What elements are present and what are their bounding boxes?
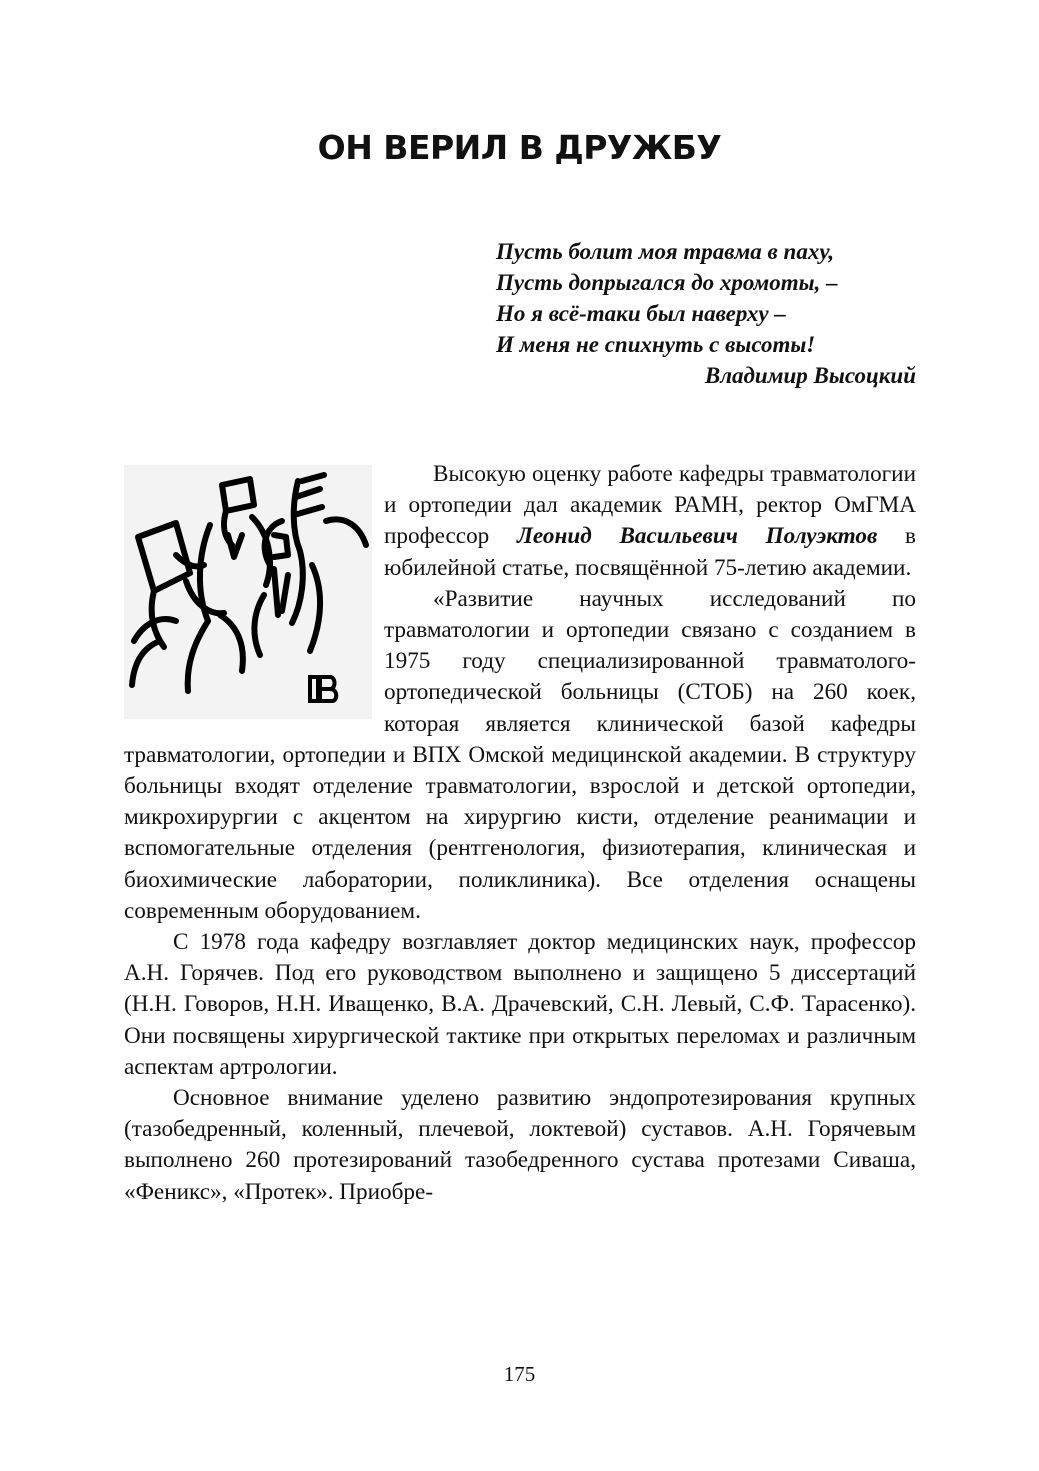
chapter-title: ОН ВЕРИЛ В ДРУЖБУ — [317, 128, 722, 167]
epigraph-line: Но я всё-таки был наверху – — [496, 301, 786, 326]
paragraph-text: Высокую оценку работе кафедры травматологии и ортопедии дал академик РАМН, ректор ОмГМА профессор — [384, 461, 916, 550]
epigraph-author: Владимир Высоцкий — [704, 363, 916, 388]
page-number: 175 — [503, 1362, 536, 1386]
paragraph-3: С 1978 года кафедру возглавляет доктор медицинских наук, профессор А.Н. Горячев. Под его руководством выполнено и защищено 5 диссертаций (Н.Н. Говоров, Н.Н. Иващенко, В.А. Драчевский, С.Н. Левый, С.Ф. Тарасенко). Они посвящены хирургической тактике при открытых переломах и различным аспектам артрологии. — [124, 929, 916, 1080]
epigraph — [496, 236, 916, 391]
article-body — [124, 459, 916, 1208]
epigraph-line: Пусть болит моя травма в паху, — [496, 239, 835, 264]
epigraph-line: Пусть допрыгался до хромоты, – — [496, 270, 838, 295]
paragraph-4: Основное внимание уделено развитию эндопротезирования крупных (тазобедренный, коленный, плечевой, локтевой) суставов. А.Н. Горячевым выполнено 260 протезирований тазобедренного сустава протезами Сиваша, «Феникс», «Протек». Приобре- — [124, 1085, 916, 1205]
paragraph-2: «Развитие научных исследований по травматологии и ортопедии связано с созданием в 1975 году специализированной травматолого-ортопедической больницы (СТОБ) на 260 коек, которая является клинической базой кафедры травматологии, ортопедии и ВПХ Омской медицинской академии. В структуру больницы входят отделение травматологии, взрослой и детской ортопедии, микрохирургии с акцентом на хирургию кисти, отделение реанимации и вспомогательные отделения (рентгенология, физиотерапия, клиническая и биохимические лаборатории, поликлиника). Все отделения оснащены современным оборудованием. — [124, 585, 916, 924]
person-name-emphasis: Леонид Васильевич Полуэктов — [516, 523, 878, 550]
doctors-sketch-illustration — [124, 465, 372, 719]
epigraph-line: И меня не спихнуть с высоты! — [496, 332, 816, 357]
paragraph-text: в юбилейной статье, посвящённой 75-летию академии. — [384, 523, 916, 581]
